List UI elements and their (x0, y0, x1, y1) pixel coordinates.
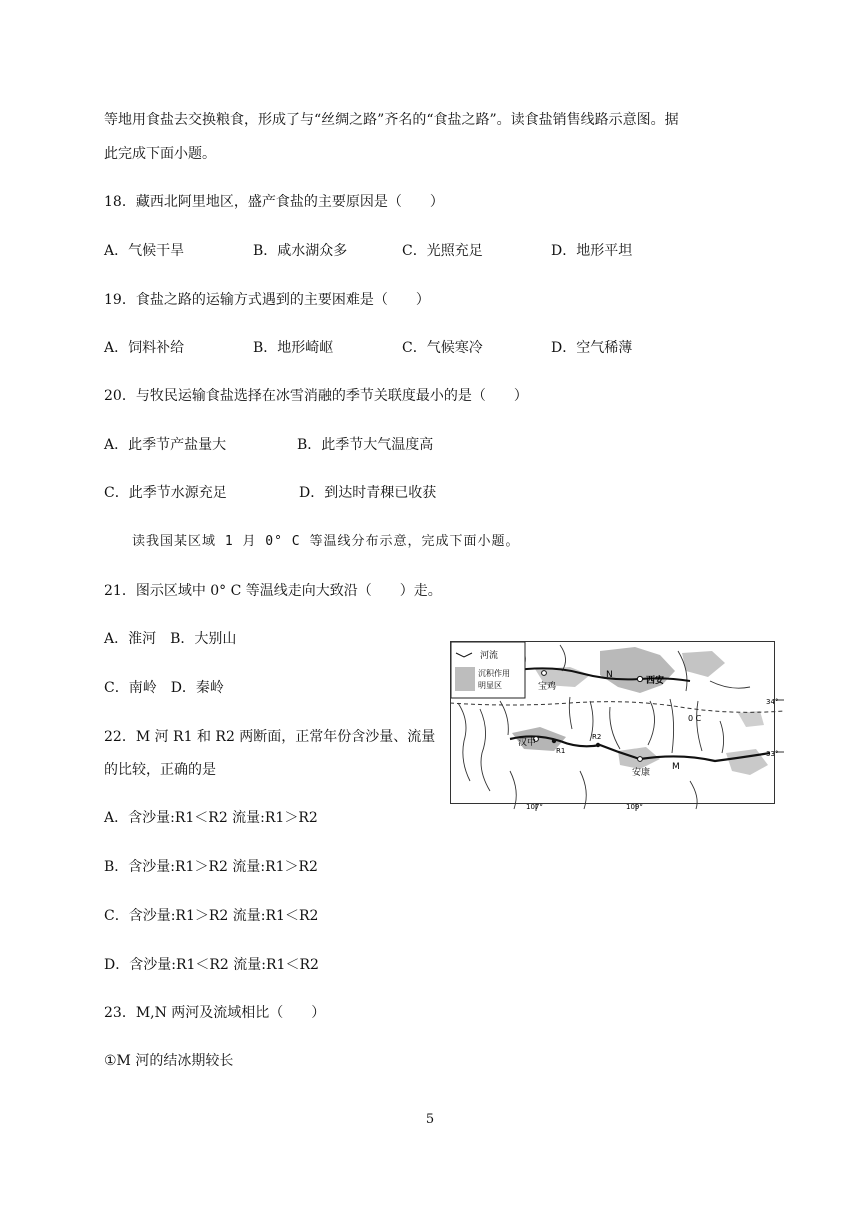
label-lat-33: 33° (766, 750, 779, 758)
question-22-stem-2: 的比较，正确的是 (104, 762, 216, 778)
q18-option-c: C．光照充足 (402, 243, 483, 259)
intro-line-1: 等地用食盐去交换粮食，形成了与“丝绸之路”齐名的“食盐之路”。读食盐销售线路示意图。据 (104, 112, 679, 128)
label-section-r1: R1 (556, 747, 566, 755)
label-river-n: N (606, 670, 613, 680)
city-ankang: 安康 (632, 768, 651, 778)
question-18-stem: 18．藏西北阿里地区，盛产食盐的主要原因是（ ） (104, 194, 444, 210)
label-lat-34: 34° (766, 698, 779, 706)
q18-option-d: D．地形平坦 (551, 243, 633, 259)
label-isotherm: 0 C (688, 714, 702, 723)
q18-option-a: A．气候干旱 (104, 243, 185, 259)
label-section-r2: R2 (592, 733, 602, 741)
map-legend (451, 642, 525, 698)
city-xian: 西安 (646, 676, 665, 686)
legend-river-label: 河流 (480, 651, 499, 661)
question-20-stem: 20．与牧民运输食盐选择在冰雪消融的季节关联度最小的是（ ） (104, 388, 528, 404)
q20-option-c: C．此季节水源充足 (104, 485, 227, 501)
q21-options-ab: A．淮河 B．大别山 (104, 631, 237, 647)
q21-options-cd: C．南岭 D．秦岭 (104, 680, 224, 696)
q20-option-a: A．此季节产盐量大 (104, 437, 227, 453)
q20-option-b: B．此季节大气温度高 (297, 437, 434, 453)
question-23-item-1: ①M 河的结冰期较长 (104, 1053, 234, 1069)
q22-option-d: D．含沙量:R1＜R2 流量:R1＜R2 (104, 957, 319, 973)
page-number: 5 (425, 1112, 435, 1127)
city-baoji: 宝鸡 (538, 682, 557, 692)
question-21-stem: 21．图示区域中 0° C 等温线走向大致沿（ ）走。 (104, 583, 442, 599)
q22-option-a: A．含沙量:R1＜R2 流量:R1＞R2 (104, 810, 318, 826)
label-lon-109: 109° (626, 803, 643, 811)
q22-option-c: C．含沙量:R1＞R2 流量:R1＜R2 (104, 908, 319, 924)
label-lon-107: 107° (526, 803, 543, 811)
legend-deposit-label-1: 沉积作用 (478, 669, 510, 678)
city-hanzhong: 汉中 (518, 738, 537, 748)
q19-option-a: A．饲料补给 (104, 340, 185, 356)
legend-deposit-label-2: 明显区 (478, 681, 502, 690)
question-19-stem: 19．食盐之路的运输方式遇到的主要困难是（ ） (104, 292, 430, 308)
map-intro: 读我国某区域 1 月 0° C 等温线分布示意，完成下面小题。 (132, 534, 520, 549)
q19-option-c: C．气候寒冷 (402, 340, 483, 356)
q22-option-b: B．含沙量:R1＞R2 流量:R1＞R2 (104, 859, 318, 875)
q19-option-b: B．地形崎岖 (253, 340, 334, 356)
q20-option-d: D．到达时青稞已收获 (299, 485, 437, 501)
intro-line-2: 此完成下面小题。 (104, 146, 216, 162)
label-river-m: M (672, 762, 680, 772)
question-23-stem: 23．M,N 两河及流域相比（ ） (104, 1005, 326, 1021)
q18-option-b: B．咸水湖众多 (253, 243, 348, 259)
q19-option-d: D．空气稀薄 (551, 340, 633, 356)
question-22-stem-1: 22．M 河 R1 和 R2 两断面，正常年份含沙量、流量 (104, 729, 436, 745)
isotherm-map (450, 641, 784, 811)
